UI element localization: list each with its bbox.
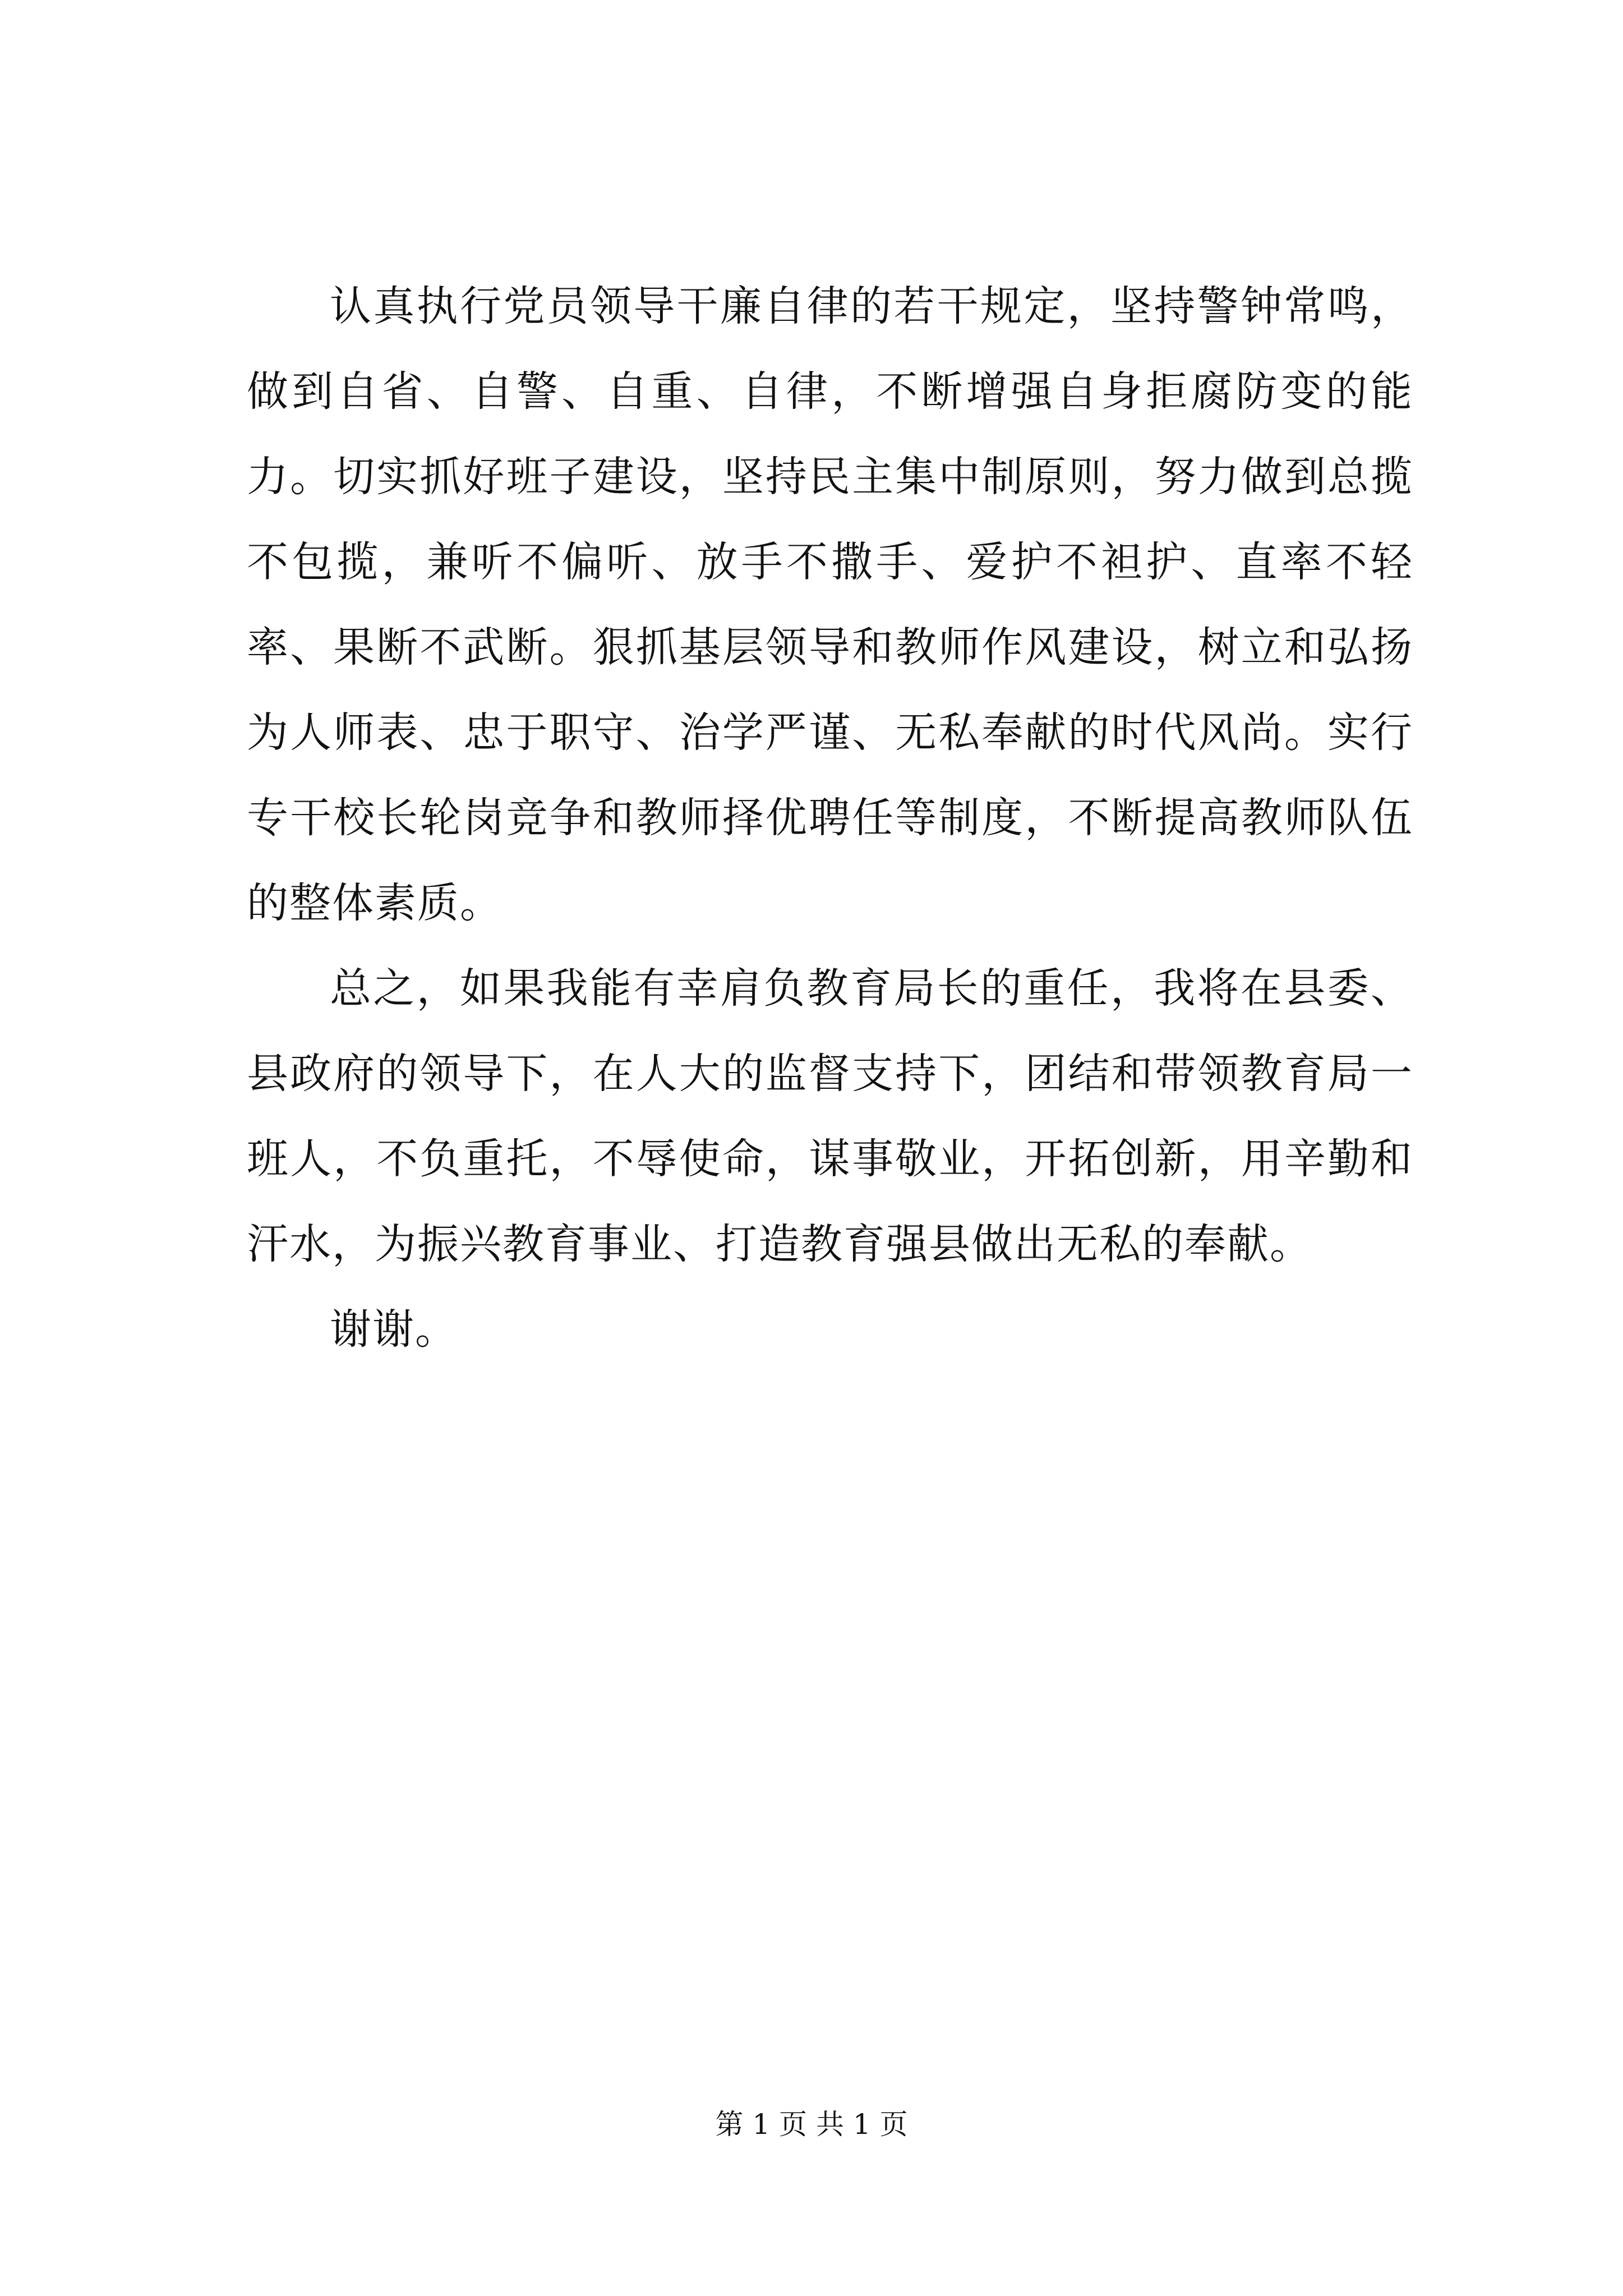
- paragraph-integrity: 认真执行党员领导干廉自律的若干规定，坚持警钟常鸣，做到自省、自警、自重、自律，不断增强自身拒腐防变的能力。切实抓好班子建设，坚持民主集中制原则，努力做到总揽不包揽，兼听不偏听、放手不撒手、爱护不袒护、直率不轻率、果断不武断。狠抓基层领导和教师作风建设，树立和弘扬为人师表、忠于职守、治学严谨、无私奉献的时代风尚。实行专干校长轮岗竞争和教师择优聘任等制度，不断提高教师队伍的整体素质。: [247, 282, 1413, 927]
- paragraph-conclusion: 总之，如果我能有幸肩负教育局长的重任，我将在县委、县政府的领导下，在人大的监督支持下，团结和带领教育局一班人，不负重托，不辱使命，谋事敬业，开拓创新，用辛勤和汗水，为振兴教育事业、打造教育强县做出无私的奉献。: [247, 964, 1413, 1268]
- paragraph-thanks: 谢谢。: [330, 1305, 458, 1354]
- document-body: [247, 264, 1413, 1372]
- page-number-footer: 第 1 页 共 1 页: [715, 2108, 908, 2141]
